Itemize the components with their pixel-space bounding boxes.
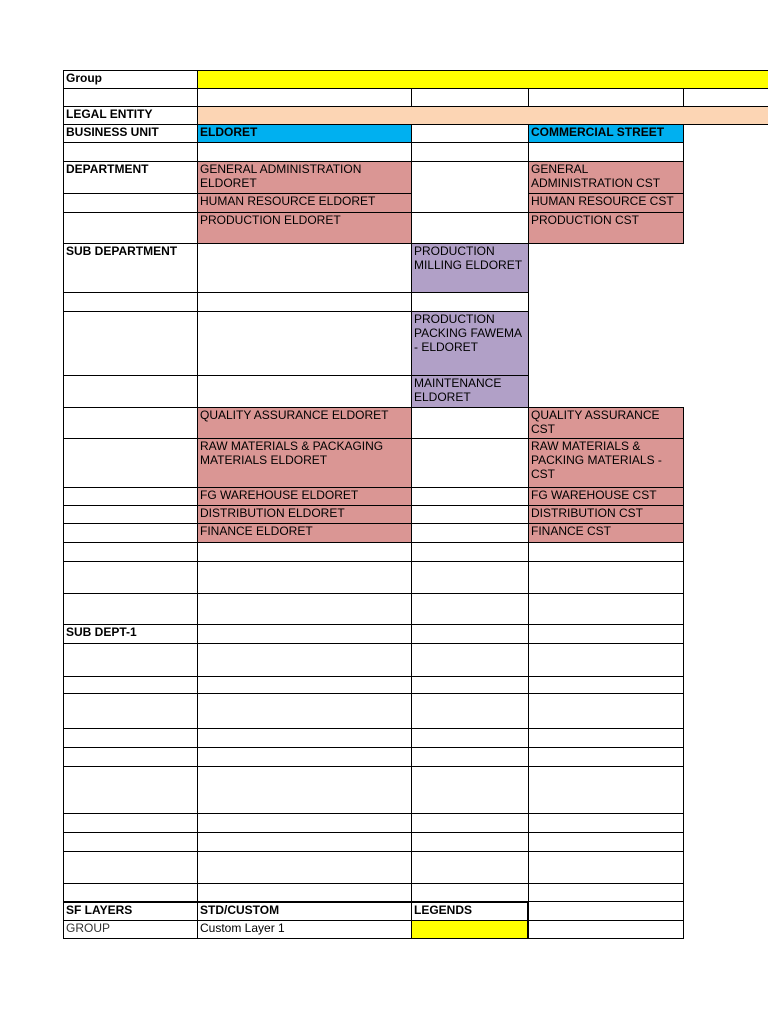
empty-cell[interactable] [411,438,529,488]
legend-header-legends[interactable]: LEGENDS [411,901,529,921]
dept-distribution-eldoret[interactable]: DISTRIBUTION ELDORET [197,505,412,524]
label-department[interactable]: DEPARTMENT [63,161,198,194]
empty-cell[interactable] [411,407,529,439]
label-sub-department[interactable]: SUB DEPARTMENT [63,243,198,293]
empty-cell[interactable] [197,851,412,884]
business-unit-eldoret[interactable]: ELDORET [197,124,412,143]
subdept-production-milling[interactable]: PRODUCTION MILLING ELDORET [411,243,529,293]
empty-cell[interactable] [63,505,198,524]
empty-cell[interactable] [411,832,529,852]
empty-cell[interactable] [63,832,198,852]
dept-finance-cst[interactable]: FINANCE CST [528,523,684,543]
empty-cell[interactable] [197,832,412,852]
empty-cell[interactable] [197,747,412,767]
label-business-unit[interactable]: BUSINESS UNIT [63,124,198,143]
subdept-maintenance[interactable]: MAINTENANCE ELDORET [411,375,529,408]
dept-general-admin-cst[interactable]: GENERAL ADMINISTRATION CST [528,161,684,194]
dept-general-admin-eldoret[interactable]: GENERAL ADMINISTRATION ELDORET [197,161,412,194]
empty-cell[interactable] [411,161,529,213]
empty-cell[interactable] [411,851,529,884]
empty-cell[interactable] [197,542,412,562]
empty-cell[interactable] [528,561,684,594]
empty-cell[interactable] [528,624,684,644]
empty-cell[interactable] [63,523,198,543]
empty-cell[interactable] [63,311,198,376]
empty-cell[interactable] [411,747,529,767]
empty-cell[interactable] [63,747,198,767]
empty-cell[interactable] [197,243,412,293]
empty-cell[interactable] [411,728,529,748]
empty-cell[interactable] [197,593,412,625]
empty-cell[interactable] [411,124,529,143]
dept-raw-materials-eldoret[interactable]: RAW MATERIALS & PACKAGING MATERIALS ELDORET [197,438,412,488]
dept-hr-cst[interactable]: HUMAN RESOURCE CST [528,193,684,213]
empty-cell[interactable] [197,88,412,107]
empty-cell[interactable] [197,883,412,902]
empty-cell[interactable] [528,766,684,814]
empty-cell[interactable] [528,142,684,162]
legend-row-type[interactable]: Custom Layer 1 [197,920,412,939]
empty-cell[interactable] [63,88,198,107]
empty-cell[interactable] [197,693,412,729]
legend-color-swatch[interactable] [411,920,529,939]
dept-production-cst[interactable]: PRODUCTION CST [528,212,684,244]
empty-cell[interactable] [197,561,412,594]
empty-cell[interactable] [197,311,412,376]
empty-cell[interactable] [411,523,529,543]
empty-cell[interactable] [411,766,529,814]
empty-cell[interactable] [197,375,412,408]
empty-cell[interactable] [63,142,198,162]
empty-cell[interactable] [63,728,198,748]
empty-cell[interactable] [528,747,684,767]
dept-hr-eldoret[interactable]: HUMAN RESOURCE ELDORET [197,193,412,213]
empty-cell[interactable] [411,883,529,902]
empty-cell[interactable] [63,561,198,594]
subdept-production-packing[interactable]: PRODUCTION PACKING FAWEMA - ELDORET [411,311,529,376]
legend-row-layer[interactable]: GROUP [63,920,198,939]
empty-cell[interactable] [63,407,198,439]
empty-cell[interactable] [411,142,529,162]
empty-cell[interactable] [411,505,529,524]
empty-cell[interactable] [411,813,529,833]
empty-cell[interactable] [197,292,412,312]
label-sub-dept-1[interactable]: SUB DEPT-1 [63,624,198,644]
group-value-cell[interactable] [197,70,768,89]
empty-cell[interactable] [528,643,684,677]
dept-fg-warehouse-cst[interactable]: FG WAREHOUSE CST [528,487,684,506]
dept-fg-warehouse-eldoret[interactable]: FG WAREHOUSE ELDORET [197,487,412,506]
empty-cell[interactable] [197,643,412,677]
dept-production-eldoret[interactable]: PRODUCTION ELDORET [197,212,412,244]
empty-cell[interactable] [528,88,684,107]
empty-cell[interactable] [411,561,529,594]
empty-cell[interactable] [528,883,684,902]
empty-cell[interactable] [63,766,198,814]
empty-cell[interactable] [528,693,684,729]
empty-cell[interactable] [63,643,198,677]
empty-cell[interactable] [528,728,684,748]
legal-entity-value-cell[interactable] [197,106,768,125]
empty-cell[interactable] [411,212,529,244]
empty-cell[interactable] [197,728,412,748]
empty-cell[interactable] [63,193,198,213]
label-group[interactable]: Group [63,70,198,89]
empty-cell[interactable] [63,693,198,729]
empty-cell[interactable] [63,851,198,884]
empty-cell[interactable] [528,676,684,694]
empty-cell[interactable] [411,542,529,562]
empty-cell[interactable] [528,593,684,625]
empty-cell[interactable] [528,901,684,921]
empty-cell[interactable] [528,832,684,852]
empty-cell[interactable] [528,542,684,562]
empty-cell[interactable] [411,624,529,644]
dept-qa-eldoret[interactable]: QUALITY ASSURANCE ELDORET [197,407,412,439]
empty-cell[interactable] [63,542,198,562]
empty-cell[interactable] [411,676,529,694]
empty-cell[interactable] [411,693,529,729]
legend-header-sf-layers[interactable]: SF LAYERS [63,901,198,921]
empty-cell[interactable] [63,212,198,244]
empty-cell[interactable] [63,883,198,902]
empty-cell[interactable] [63,593,198,625]
empty-cell[interactable] [197,676,412,694]
dept-raw-materials-cst[interactable]: RAW MATERIALS & PACKING MATERIALS - CST [528,438,684,488]
empty-cell[interactable] [63,487,198,506]
legend-header-std-custom[interactable]: STD/CUSTOM [197,901,412,921]
empty-cell[interactable] [63,676,198,694]
empty-cell[interactable] [411,88,529,107]
label-legal-entity[interactable]: LEGAL ENTITY [63,106,198,125]
empty-cell[interactable] [197,624,412,644]
empty-cell[interactable] [411,487,529,506]
dept-distribution-cst[interactable]: DISTRIBUTION CST [528,505,684,524]
empty-cell[interactable] [528,813,684,833]
empty-cell[interactable] [411,643,529,677]
dept-finance-eldoret[interactable]: FINANCE ELDORET [197,523,412,543]
empty-cell[interactable] [63,292,198,312]
empty-cell[interactable] [411,593,529,625]
empty-cell[interactable] [63,813,198,833]
empty-cell[interactable] [197,766,412,814]
dept-qa-cst[interactable]: QUALITY ASSURANCE CST [528,407,684,439]
empty-cell[interactable] [528,851,684,884]
empty-cell[interactable] [63,375,198,408]
empty-cell[interactable] [197,142,412,162]
empty-cell[interactable] [411,292,529,312]
empty-cell[interactable] [63,438,198,488]
business-unit-commercial-street[interactable]: COMMERCIAL STREET [528,124,684,143]
empty-cell[interactable] [528,920,684,939]
empty-cell[interactable] [197,813,412,833]
